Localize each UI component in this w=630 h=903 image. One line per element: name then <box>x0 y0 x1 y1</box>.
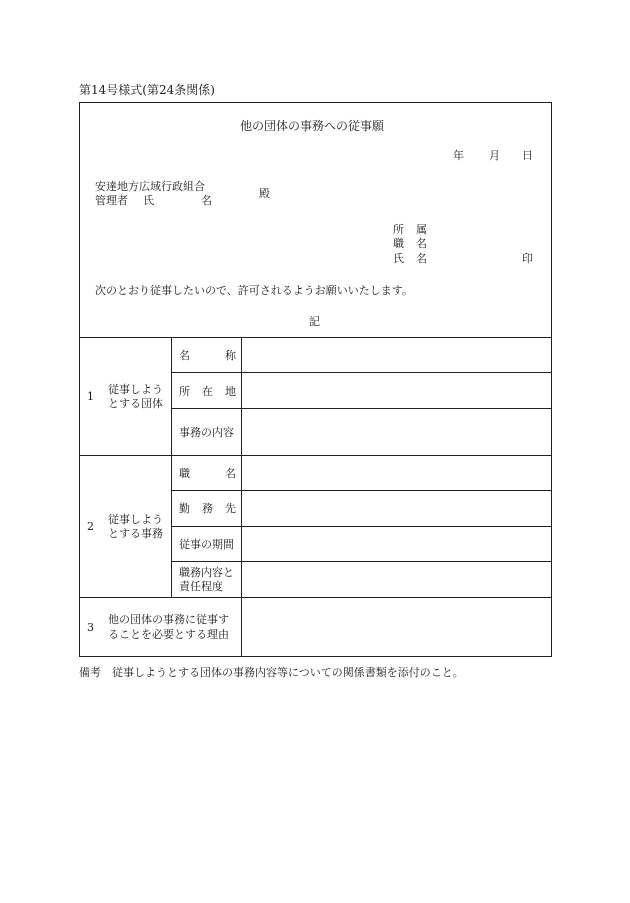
request-text: 次のとおり従事したいので、許可されるようお願いいたします。 <box>95 284 413 297</box>
section2-workplace-label: 勤 務 先 <box>179 502 236 515</box>
section3-number: 3 <box>87 621 94 634</box>
section2-number: 2 <box>87 520 94 533</box>
applicant-position-label: 職 名 <box>393 237 427 250</box>
section1-name-value[interactable] <box>242 338 551 372</box>
addressee-org: 安達地方広域行政組合 <box>95 180 205 193</box>
section2-duty-label-line2: 責任程度 <box>179 580 223 593</box>
section2-label-line1: 従事しよう <box>108 513 163 526</box>
remarks-note: 備考 従事しようとする団体の事務内容等についての関係書類を添付のこと。 <box>79 666 464 679</box>
section2-position-value[interactable] <box>242 456 551 490</box>
section1-work-value[interactable] <box>242 409 551 455</box>
section2-duty-label-line1: 職務内容と <box>179 566 234 579</box>
date-day-label: 日 <box>522 149 533 162</box>
addressee-mei: 名 <box>201 194 212 207</box>
section2-period-label: 従事の期間 <box>179 538 234 551</box>
date-year-label: 年 <box>453 149 464 162</box>
section2-period-value[interactable] <box>242 527 551 561</box>
addressee-honorific: 殿 <box>259 187 270 200</box>
section2-workplace-value[interactable] <box>242 491 551 526</box>
section1-work-label: 事務の内容 <box>179 426 234 439</box>
section1-location-value[interactable] <box>242 373 551 408</box>
section2-position-label: 職 名 <box>179 467 236 480</box>
section1-location-label: 所 在 地 <box>179 385 236 398</box>
section2-duty-value[interactable] <box>242 562 551 597</box>
section3-reason-value[interactable] <box>242 598 551 656</box>
seal-mark: 印 <box>522 252 533 265</box>
label-column-line-1 <box>171 337 172 597</box>
ki-label: 記 <box>309 315 320 328</box>
section3-label-line2: ることを必要とする理由 <box>108 628 229 641</box>
date-month-label: 月 <box>489 149 500 162</box>
section2-label-line2: とする事務 <box>108 527 163 540</box>
applicant-name-label: 氏 名 <box>393 252 427 265</box>
addressee-manager: 管理者 <box>95 194 128 207</box>
section1-label-line2: とする団体 <box>108 397 163 410</box>
section1-name-label: 名 称 <box>179 349 236 362</box>
form-title: 他の団体の事務への従事願 <box>240 119 385 133</box>
section3-label-line1: 他の団体の事務に従事す <box>108 613 229 626</box>
section1-number: 1 <box>87 390 94 403</box>
form-number: 第14号様式(第24条関係) <box>79 83 215 97</box>
addressee-shi: 氏 <box>143 194 154 207</box>
section1-label-line1: 従事しよう <box>108 383 163 396</box>
applicant-affiliation-label: 所 属 <box>393 223 427 236</box>
